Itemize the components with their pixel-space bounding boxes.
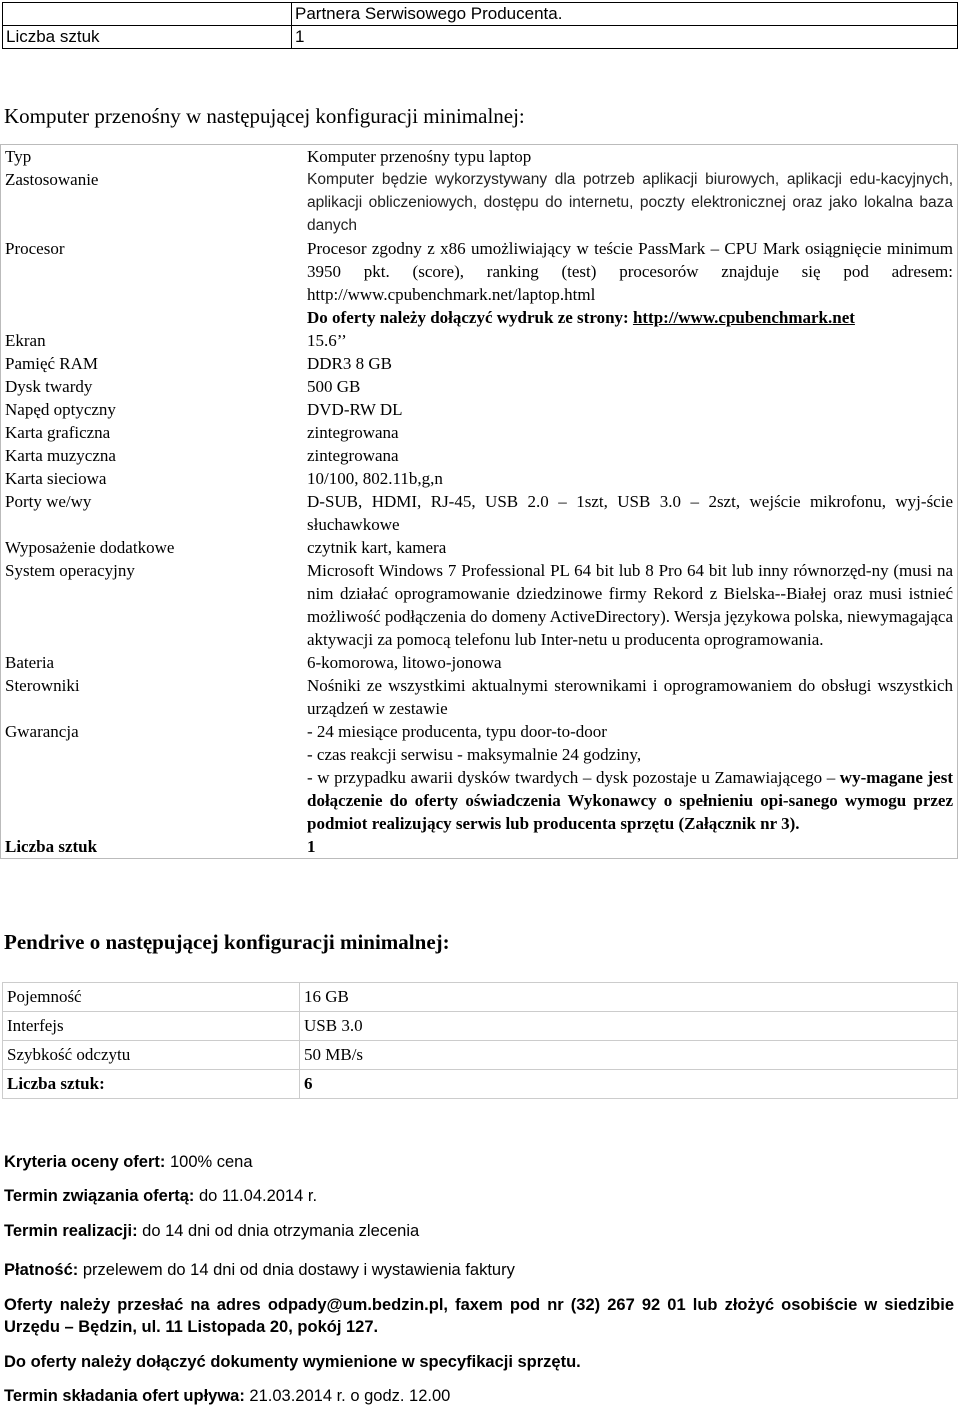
spec-label-extras: Wyposażenie dodatkowe	[1, 536, 302, 559]
top-table	[2, 2, 958, 49]
table-row	[1, 145, 958, 169]
table-row	[1, 651, 958, 674]
spec-label-battery: Bateria	[1, 651, 302, 674]
spec-value-network: 10/100, 802.11b,g,n	[301, 467, 958, 490]
table-row	[1, 352, 958, 375]
spec-value-optical: DVD-RW DL	[301, 398, 958, 421]
pendrive-label-read-speed: Szybkość odczytu	[3, 1041, 300, 1070]
payment-term-label: Płatność:	[4, 1261, 79, 1279]
spec-value-gpu: zintegrowana	[301, 421, 958, 444]
top-table-quantity-label: Liczba sztuk	[3, 26, 292, 49]
pendrive-label-interface: Interfejs	[3, 1012, 300, 1041]
payment-term	[4, 1259, 954, 1281]
table-row	[1, 421, 958, 444]
submission-info: Oferty należy przesłać na adres odpady@um.bedzin.pl, faxem pod nr (32) 267 92 01 lub złożyć osobiście w siedzibie Urzędu – Będzin, ul. 11 Listopada 20, pokój 127.	[4, 1296, 954, 1336]
cpu-printout-note	[307, 306, 953, 329]
offer-validity	[4, 1185, 954, 1207]
warranty-line-1: - 24 miesiące producenta, typu door-to-door	[307, 722, 607, 741]
offer-validity-value: do 11.04.2014 r.	[194, 1187, 318, 1205]
warranty-statement-required: wy-magane jest dołączenie do oferty oświadczenia Wykonawcy o spełnieniu opi-sanego wymogu przez podmiot realizujący serwis lub producenta sprzętu (Załącznik nr 3).	[307, 768, 953, 833]
table-row	[3, 1041, 958, 1070]
pendrive-label-capacity: Pojemność	[3, 983, 300, 1012]
top-table-quantity-value: 1	[292, 26, 958, 49]
table-row	[1, 444, 958, 467]
submission-deadline-label: Termin składania ofert upływa:	[4, 1387, 245, 1405]
table-row	[1, 559, 958, 651]
laptop-heading: Komputer przenośny w następującej konfiguracji minimalnej:	[4, 104, 525, 128]
pendrive-label-quantity: Liczba sztuk:	[3, 1070, 300, 1099]
spec-value-ram: DDR3 8 GB	[301, 352, 958, 375]
spec-label-disk: Dysk twardy	[1, 375, 302, 398]
spec-label-gpu: Karta graficzna	[1, 421, 302, 444]
table-row	[1, 490, 958, 536]
table-row	[1, 720, 958, 835]
spec-value-battery: 6-komorowa, litowo-jonowa	[301, 651, 958, 674]
spec-label-ram: Pamięć RAM	[1, 352, 302, 375]
spec-value-disk: 500 GB	[301, 375, 958, 398]
spec-value-usage: Komputer będzie wykorzystywany dla potrzeb aplikacji biurowych, aplikacji edu-kacyjnych, aplikacji obliczeniowych, dostępu do internetu, poczty elektronicznej oraz jako lokalna baza danych	[301, 168, 958, 237]
submission-deadline-value: 21.03.2014 r. o godz. 12.00	[244, 1387, 451, 1405]
submission-deadline	[4, 1385, 954, 1407]
delivery-term-label: Termin realizacji:	[4, 1222, 138, 1240]
table-row	[3, 1012, 958, 1041]
spec-label-ports: Porty we/wy	[1, 490, 302, 536]
laptop-spec-table	[0, 144, 958, 859]
spec-label-quantity: Liczba sztuk	[1, 835, 302, 859]
spec-value-screen: 15.6’’	[301, 329, 958, 352]
table-row	[1, 536, 958, 559]
payment-term-value: przelewem do 14 dni od dnia dostawy i wystawienia faktury	[78, 1261, 515, 1279]
evaluation-criteria	[4, 1151, 954, 1173]
cpu-requirement-text: Procesor zgodny z x86 umożliwiający w teście PassMark – CPU Mark osiągnięcie minimum 3950 pkt. (score), ranking (test) procesorów znajduje się pod adresem: http://www.cpubenchmark.net/laptop.html	[307, 239, 953, 304]
pendrive-value-quantity: 6	[300, 1070, 958, 1099]
spec-label-warranty: Gwarancja	[1, 720, 302, 835]
table-row	[1, 168, 958, 237]
spec-label-os: System operacyjny	[1, 559, 302, 651]
spec-value-ports: D-SUB, HDMI, RJ-45, USB 2.0 – 1szt, USB 3.0 – 2szt, wejście mikrofonu, wyj-ście słuchawkowe	[301, 490, 958, 536]
spec-value-extras: czytnik kart, kamera	[301, 536, 958, 559]
spec-label-drivers: Sterowniki	[1, 674, 302, 720]
table-row	[3, 1070, 958, 1099]
pendrive-value-capacity: 16 GB	[300, 983, 958, 1012]
pendrive-heading: Pendrive o następującej konfiguracji minimalnej:	[4, 930, 450, 954]
pendrive-spec-table	[2, 982, 958, 1099]
spec-label-type: Typ	[1, 145, 302, 169]
top-table-service-partner: Partnera Serwisowego Producenta.	[292, 3, 958, 26]
spec-value-warranty	[301, 720, 958, 835]
spec-label-audio: Karta muzyczna	[1, 444, 302, 467]
table-row	[1, 835, 958, 859]
required-documents: Do oferty należy dołączyć dokumenty wymienione w specyfikacji sprzętu.	[4, 1353, 581, 1371]
evaluation-criteria-value: 100% cena	[165, 1153, 253, 1171]
table-row	[3, 983, 958, 1012]
spec-value-audio: zintegrowana	[301, 444, 958, 467]
spec-value-drivers: Nośniki ze wszystkimi aktualnymi sterownikami i oprogramowaniem do obsługi wszystkich urządzeń w zestawie	[301, 674, 958, 720]
warranty-line-3	[307, 766, 953, 835]
pendrive-value-read-speed: 50 MB/s	[300, 1041, 958, 1070]
offer-validity-label: Termin związania ofertą:	[4, 1187, 195, 1205]
table-row	[1, 375, 958, 398]
table-row	[1, 398, 958, 421]
spec-value-cpu	[301, 237, 958, 329]
table-row	[1, 467, 958, 490]
pendrive-value-interface: USB 3.0	[300, 1012, 958, 1041]
spec-label-network: Karta sieciowa	[1, 467, 302, 490]
table-row	[1, 329, 958, 352]
cpubenchmark-link[interactable]: http://www.cpubenchmark.net	[632, 308, 855, 327]
evaluation-criteria-label: Kryteria oceny ofert:	[4, 1153, 166, 1171]
spec-label-screen: Ekran	[1, 329, 302, 352]
spec-label-usage: Zastosowanie	[1, 168, 302, 237]
warranty-line-2: - czas reakcji serwisu - maksymalnie 24 godziny,	[307, 745, 642, 764]
spec-label-optical: Napęd optyczny	[1, 398, 302, 421]
delivery-term	[4, 1220, 954, 1242]
spec-value-quantity: 1	[301, 835, 958, 859]
table-row	[1, 674, 958, 720]
spec-value-os: Microsoft Windows 7 Professional PL 64 bit lub 8 Pro 64 bit lub inny równorzęd-ny (musi na nim działać oprogramowanie dziedzinowe firmy Rekord z Bielska--Białej oraz musi istnieć możliwość podłączenia do domeny ActiveDirectory). Wersja językowa polska, niewymagająca aktywacji za pomocą telefonu lub Inter-netu u producenta oprogramowania.	[301, 559, 958, 651]
table-row	[1, 237, 958, 329]
spec-value-type: Komputer przenośny typu laptop	[301, 145, 958, 169]
top-table-empty-cell	[3, 3, 292, 26]
warranty-disk-text: - w przypadku awarii dysków twardych – dysk pozostaje u Zamawiającego –	[307, 768, 836, 787]
cpu-note-prefix: Do oferty należy dołączyć wydruk ze strony:	[307, 308, 633, 327]
delivery-term-value: do 14 dni od dnia otrzymania zlecenia	[137, 1222, 420, 1240]
spec-label-cpu: Procesor	[1, 237, 302, 329]
